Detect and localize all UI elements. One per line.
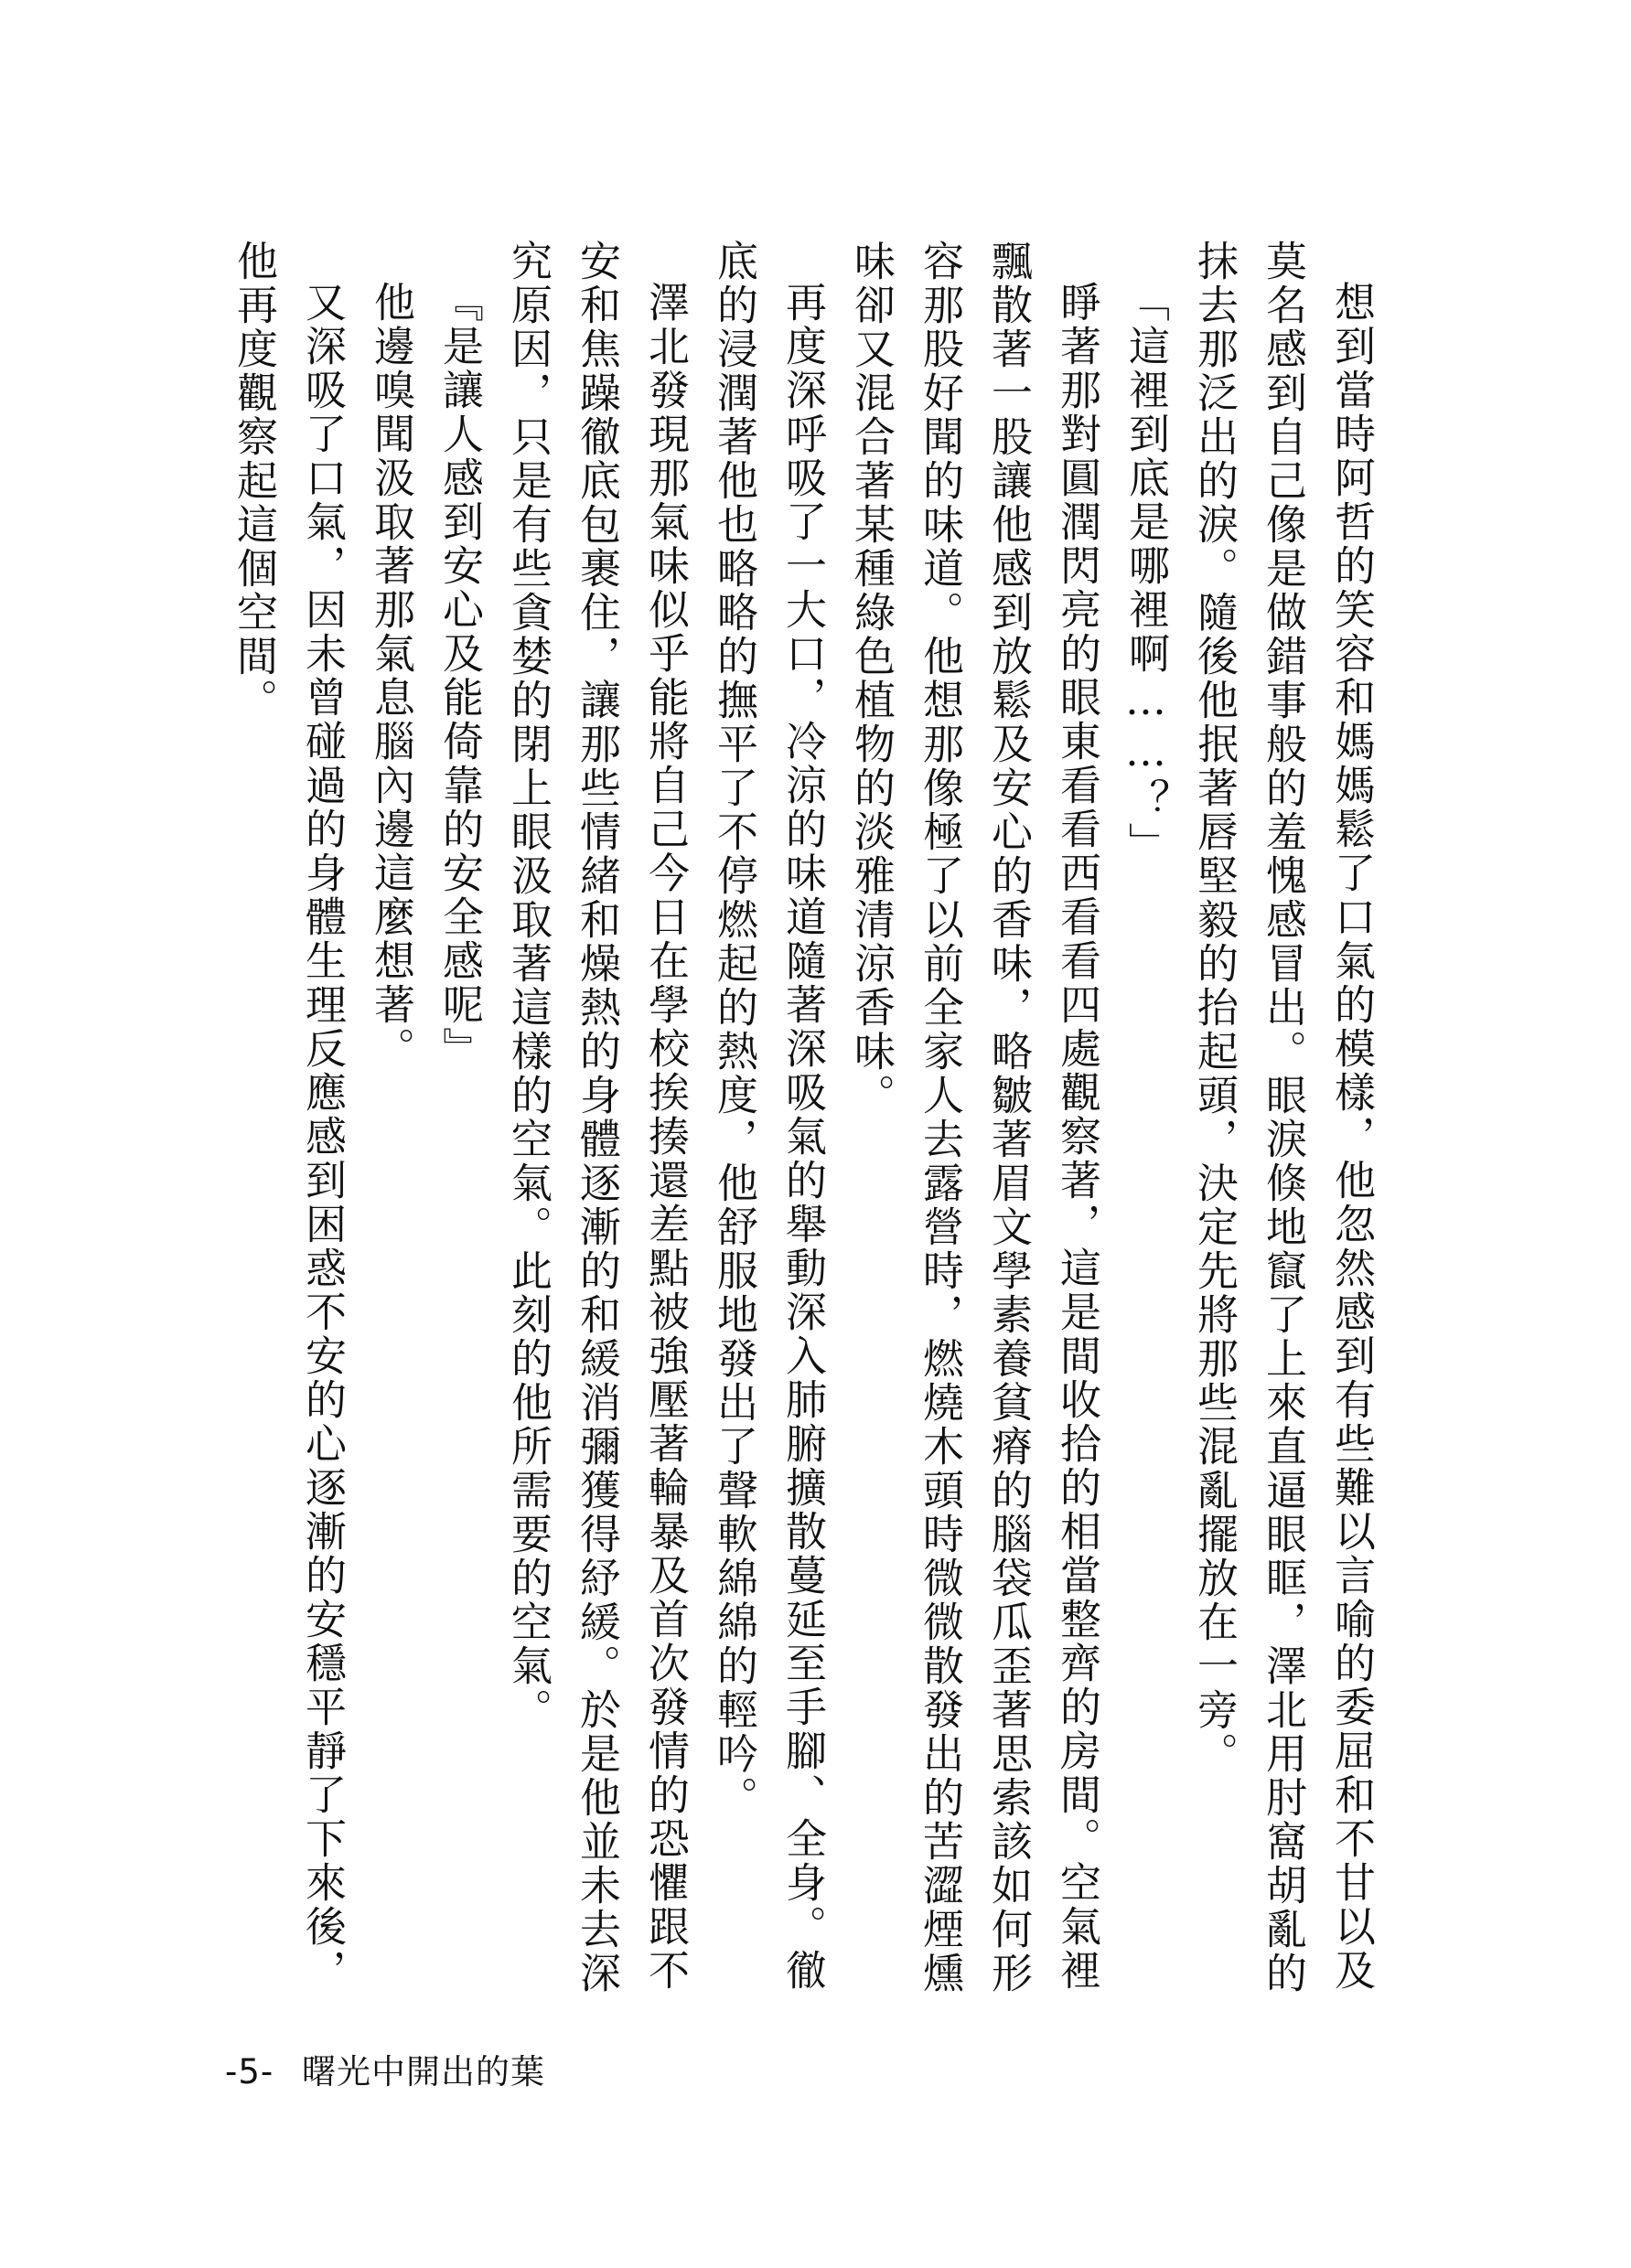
paragraph-4: 再度深呼吸了一大口，冷涼的味道隨著深吸氣的舉動深入肺腑擴散蔓延至手腳、全身。徹底的浸潤著他也略略的撫平了不停燃起的熱度，他舒服地發出了聲軟綿綿的輕吟。 bbox=[710, 240, 827, 1993]
paragraph-5: 澤北發現那氣味似乎能將自己今日在學校挨揍還差點被強壓著輪暴及首次發情的恐懼跟不安和焦躁徹底包裹住，讓那些情緒和燥熱的身體逐漸的和緩消彌獲得紓緩。於是他並未去深究原因，只是有些貪婪的閉上眼汲取著這樣的空氣。此刻的他所需要的空氣。 bbox=[504, 240, 690, 1995]
paragraph-7: 他邊嗅聞汲取著那氣息腦內邊這麼想著。 bbox=[367, 281, 415, 1071]
paragraph-3: 睜著那對圓潤閃亮的眼東看看西看看四處觀察著，這是間收拾的相當整齊的房間。空氣裡飄散著一股讓他感到放鬆及安心的香味，略皺著眉文學素養貧瘠的腦袋瓜歪著思索該如何形容那股好聞的味道。他想那像極了以前全家人去露營時，燃燒木頭時微微散發出的苦澀煙燻味卻又混合著某種綠色植物的淡雅清涼香味。 bbox=[847, 240, 1101, 1995]
paragraph-2-dialogue: 「這裡到底是哪裡啊……？」 bbox=[1121, 281, 1170, 866]
paragraph-1: 想到當時阿哲的笑容和媽媽鬆了口氣的模樣，他忽然感到有些難以言喻的委屈和不甘以及莫名感到自己像是做錯事般的羞愧感冒出。眼淚倏地竄了上來直逼眼眶，澤北用肘窩胡亂的抹去那泛出的淚。隨後他抿著唇堅毅的抬起頭，決定先將那些混亂擺放在一旁。 bbox=[1190, 240, 1376, 1995]
page-number: -5- bbox=[225, 2052, 274, 2091]
book-title: 曙光中開出的葉 bbox=[302, 2052, 546, 2091]
paragraph-6-thought: 『是讓人感到安心及能倚靠的安全感呢』 bbox=[435, 281, 484, 1071]
page-footer bbox=[225, 2044, 545, 2093]
vertical-text-body bbox=[220, 240, 1386, 1995]
paragraph-8: 又深吸了口氣，因未曾碰過的身體生理反應感到困惑不安的心逐漸的安穩平靜了下來後，他再度觀察起這個空間。 bbox=[230, 240, 347, 1993]
